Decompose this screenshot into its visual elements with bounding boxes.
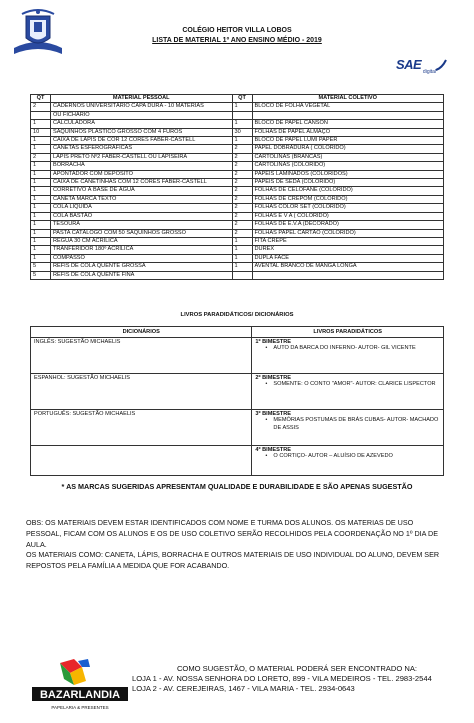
qty-collective-cell: 1 <box>232 237 252 245</box>
sae-logo-text: SAE <box>396 57 422 72</box>
books-header-row <box>31 327 444 338</box>
table-row <box>31 271 444 279</box>
material-collective-cell: FOLHAS PAPEL CARTÃO (COLORIDO) <box>252 229 444 237</box>
book-title: SOMENTE: O CONTO "AMOR"- AUTOR: CLARICE LISPECTOR <box>273 381 436 387</box>
qty-personal-cell: 5 <box>31 271 51 279</box>
material-personal-cell: BORRACHA <box>50 162 232 170</box>
bullet-icon: • <box>265 417 268 423</box>
table-row <box>31 374 444 410</box>
table-row <box>31 128 444 136</box>
table-row <box>31 212 444 220</box>
qty-collective-cell: 1 <box>232 103 252 111</box>
table-row <box>31 410 444 446</box>
qty-personal-cell: 1 <box>31 254 51 262</box>
books-table <box>30 326 444 476</box>
table-row <box>31 103 444 111</box>
qty-collective-cell: 30 <box>232 128 252 136</box>
book-cell <box>252 338 444 374</box>
brand-name: BAZARLANDIA <box>39 689 121 701</box>
material-personal-cell: COMPASSO <box>50 254 232 262</box>
book-item <box>265 417 440 432</box>
observation-1: OBS: OS MATERIAIS DEVEM ESTAR IDENTIFICADOS COM NOME E TURMA DOS ALUNOS. OS MATERIAS DE USO PESSOAL, FICAM COM OS ALUNOS E OS DE USO COLETIVO SERÃO RECOLHIDOS PELA COORDENAÇÃO NO 1º DIA DE AULA. <box>26 518 439 549</box>
qty-collective-cell: 2 <box>232 229 252 237</box>
material-personal-cell: COLA BASTÃO <box>50 212 232 220</box>
book-cell <box>252 410 444 446</box>
footer-store-1: LOJA 1 - AV. NOSSA SENHORA DO LORETO, 899 - VILA MEDEIROS - TEL. 2983-2544 <box>132 674 432 683</box>
material-collective-cell: BLOCO DE FOLHA VEGETAL <box>252 103 444 111</box>
materials-body <box>31 103 444 280</box>
observations <box>26 518 450 572</box>
col-qt2: QT <box>232 95 252 103</box>
material-collective-cell: BLOCO DE PAPEL LUMI PAPER <box>252 137 444 145</box>
bimester-title: 1º BIMESTRE <box>255 339 292 345</box>
material-collective-cell: FITA CREPE <box>252 237 444 245</box>
table-row <box>31 246 444 254</box>
col-paradidaticos: LIVROS PARADIDÁTICOS <box>252 327 444 338</box>
qty-personal-cell: 10 <box>31 128 51 136</box>
book-item <box>265 345 440 353</box>
material-personal-cell: RÉGUA 30 CM ACRÍLICA <box>50 237 232 245</box>
qty-collective-cell: 2 <box>232 153 252 161</box>
sae-logo <box>396 56 440 76</box>
material-personal-cell: LÁPIS PRETO Nº2 FABER-CASTELL OU LAPISEIRA <box>50 153 232 161</box>
qty-personal-cell: 5 <box>31 263 51 271</box>
qty-collective-cell: 1 <box>232 263 252 271</box>
book-title: AUTO DA BARCA DO INFERNO- AUTOR- GIL VICENTE <box>273 345 416 351</box>
dictionary-cell: ESPANHOL: SUGESTÃO MICHAELIS <box>31 374 252 410</box>
table-row <box>31 145 444 153</box>
material-collective-cell: DUPLA FACE <box>252 254 444 262</box>
table-row <box>31 446 444 476</box>
header <box>0 4 474 62</box>
qty-personal-cell: 1 <box>31 212 51 220</box>
table-row <box>31 338 444 374</box>
qty-collective-cell: 2 <box>232 145 252 153</box>
books-section-title: LIVROS PARADIDÁTICOS/ DICIONÁRIOS <box>180 312 294 318</box>
footer-suggestion: COMO SUGESTÃO, O MATERIAL PODERÁ SER ENCONTRADO NA: <box>176 664 418 673</box>
material-personal-cell: CANETA MARCA TEXTO <box>50 195 232 203</box>
footer-text <box>132 664 462 694</box>
material-personal-cell: CANETAS ESFEROGRÁFICAS <box>50 145 232 153</box>
material-collective-cell: PAPEL DOBRADURA ( COLORIDO) <box>252 145 444 153</box>
material-personal-cell: REFIS DE COLA QUENTE FINA <box>50 271 232 279</box>
table-row <box>31 221 444 229</box>
qty-personal-cell: 1 <box>31 137 51 145</box>
brands-note: * AS MARCAS SUGERIDAS APRESENTAM QUALIDADE E DURABILIDADE E SÃO APENAS SUGESTÃO <box>61 482 413 491</box>
material-collective-cell: AVENTAL BRANCO DE MANGA LONGA <box>252 263 444 271</box>
material-collective-cell: FOLHAS E V A ( COLORIDO) <box>252 212 444 220</box>
table-row <box>31 153 444 161</box>
qty-collective-cell: 2 <box>232 204 252 212</box>
qty-personal-cell: 1 <box>31 204 51 212</box>
material-personal-cell: PASTA CATÁLOGO COM 50 SAQUINHOS GROSSO <box>50 229 232 237</box>
book-cell <box>252 374 444 410</box>
book-item <box>265 453 440 461</box>
sae-swoosh-icon <box>434 58 448 72</box>
book-title: O CORTIÇO- AUTOR – ALUÍSIO DE AZEVEDO <box>273 453 393 459</box>
school-name: COLÉGIO HEITOR VILLA LOBOS <box>182 27 292 34</box>
material-collective-cell: FOLHAS DE CREPOM (COLORIDO) <box>252 195 444 203</box>
qty-collective-cell <box>232 271 252 279</box>
material-personal-cell: CAIXA DE CANETINHAS COM 12 CORES FABER-CASTELL <box>50 179 232 187</box>
qty-personal-cell: 1 <box>31 120 51 128</box>
qty-personal-cell: 1 <box>31 246 51 254</box>
material-personal-cell: APONTADOR COM DEPOSITO <box>50 170 232 178</box>
list-title: LISTA DE MATERIAL 1º ANO ENSINO MÉDIO - 2019 <box>152 37 322 44</box>
table-row <box>31 187 444 195</box>
qty-collective-cell: 2 <box>232 162 252 170</box>
qty-collective-cell: 2 <box>232 212 252 220</box>
book-item <box>265 381 440 389</box>
material-personal-cell: CAIXA DE LÁPIS DE COR 12 CORES FABER-CASTELL <box>50 137 232 145</box>
material-personal-cell: CADERNOS UNIVERSITÁRIO CAPA DURA - 10 MATERIAS <box>50 103 232 111</box>
material-collective-cell: DUREX <box>252 246 444 254</box>
table-row <box>31 254 444 262</box>
qty-collective-cell: 1 <box>232 120 252 128</box>
qty-collective-cell: 2 <box>232 195 252 203</box>
table-row <box>31 137 444 145</box>
table-row <box>31 237 444 245</box>
qty-collective-cell: 1 <box>232 246 252 254</box>
col-material-coletivo: MATERIAL COLETIVO <box>252 95 444 103</box>
qty-collective-cell: 2 <box>232 179 252 187</box>
table-row <box>31 229 444 237</box>
bazarlandia-logo <box>30 657 130 717</box>
bullet-icon: • <box>265 345 268 351</box>
material-personal-cell: TESOURA <box>50 221 232 229</box>
table-row <box>31 170 444 178</box>
qty-personal-cell: 2 <box>31 153 51 161</box>
sae-logo-sub: digital <box>422 69 436 75</box>
table-row <box>31 111 444 119</box>
material-collective-cell <box>252 111 444 119</box>
table-row <box>31 162 444 170</box>
material-personal-cell: SAQUINHOS PLÁSTICO GROSSO COM 4 FUROS <box>50 128 232 136</box>
material-collective-cell: PAPEIS LAMINADOS (COLORIDOS) <box>252 170 444 178</box>
book-title: MEMÓRIAS POSTUMAS DE BRÁS CUBAS- AUTOR- MACHADO DE ASSIS <box>273 417 439 431</box>
bimester-title: 2º BIMESTRE <box>255 375 292 381</box>
material-collective-cell: FOLHAS DE CELOFANE (COLORIDO) <box>252 187 444 195</box>
material-personal-cell: TRANFERIDOR 180º ACRÍLICA <box>50 246 232 254</box>
dictionary-cell: PORTUGUÊS: SUGESTÃO MICHAELIS <box>31 410 252 446</box>
qty-personal-cell: 1 <box>31 237 51 245</box>
col-material-pessoal: MATERIAL PESSOAL <box>50 95 232 103</box>
material-collective-cell <box>252 271 444 279</box>
material-collective-cell: CARTOLINAS (COLORIDO) <box>252 162 444 170</box>
footer-store-2: LOJA 2 - AV. CEREJEIRAS, 1467 - VILA MARIA - TEL. 2934-0643 <box>132 684 355 693</box>
qty-personal-cell <box>31 111 51 119</box>
qty-collective-cell <box>232 111 252 119</box>
table-row <box>31 195 444 203</box>
dictionary-cell <box>31 446 252 476</box>
qty-personal-cell: 1 <box>31 145 51 153</box>
book-cell <box>252 446 444 476</box>
materials-table <box>30 94 444 280</box>
bullet-icon: • <box>265 381 268 387</box>
qty-personal-cell: 1 <box>31 187 51 195</box>
qty-collective-cell: 2 <box>232 170 252 178</box>
qty-personal-cell: 1 <box>31 195 51 203</box>
material-collective-cell: FOLHAS COLOR SET (COLORIDO) <box>252 204 444 212</box>
table-row <box>31 204 444 212</box>
col-dicionarios: DICIONÁRIOS <box>31 327 252 338</box>
material-personal-cell: OU FICHÁRIO <box>50 111 232 119</box>
table-row <box>31 263 444 271</box>
qty-collective-cell: 1 <box>232 254 252 262</box>
qty-collective-cell: 1 <box>232 137 252 145</box>
material-personal-cell: REFIS DE COLA QUENTE GROSSA <box>50 263 232 271</box>
material-personal-cell: COLA LIQUIDA <box>50 204 232 212</box>
qty-personal-cell: 2 <box>31 103 51 111</box>
bimester-title: 4º BIMESTRE <box>255 447 292 453</box>
qty-personal-cell: 1 <box>31 179 51 187</box>
material-personal-cell: CORRETIVO À BASE DE ÁGUA <box>50 187 232 195</box>
dictionary-cell: INGLÊS: SUGESTÃO MICHAELIS <box>31 338 252 374</box>
bullet-icon: • <box>265 453 268 459</box>
observation-2: OS MATERIAIS COMO: CANETA, LÁPIS, BORRACHA E OUTROS MATERIAIS DE USO INDIVIDUAL DO ALUNO, DEVEM SER REPOSTOS PELA FAMÍLIA A MEDIDA QUE FOR ACABANDO. <box>26 550 440 571</box>
material-personal-cell: CALCULADORA <box>50 120 232 128</box>
qty-collective-cell: 2 <box>232 187 252 195</box>
material-collective-cell: FOLHAS DE PAPEL ALMAÇO <box>252 128 444 136</box>
table-row <box>31 120 444 128</box>
table-row <box>31 179 444 187</box>
material-collective-cell: FOLHAS DE E.V.A (DECORADO) <box>252 221 444 229</box>
material-collective-cell: CARTOLINAS (BRANCAS) <box>252 153 444 161</box>
brand-sub: PAPELARIA & PRESENTES <box>51 705 109 710</box>
col-qt: QT <box>31 95 51 103</box>
qty-personal-cell: 1 <box>31 221 51 229</box>
material-collective-cell: PAPEIS DE SEDA (COLORIDO) <box>252 179 444 187</box>
qty-personal-cell: 1 <box>31 229 51 237</box>
bimester-title: 3º BIMESTRE <box>255 411 292 417</box>
qty-personal-cell: 1 <box>31 162 51 170</box>
qty-personal-cell: 1 <box>31 170 51 178</box>
materials-header-row <box>31 95 444 103</box>
qty-collective-cell: 2 <box>232 221 252 229</box>
material-collective-cell: BLOCO DE PAPEL CANSON <box>252 120 444 128</box>
